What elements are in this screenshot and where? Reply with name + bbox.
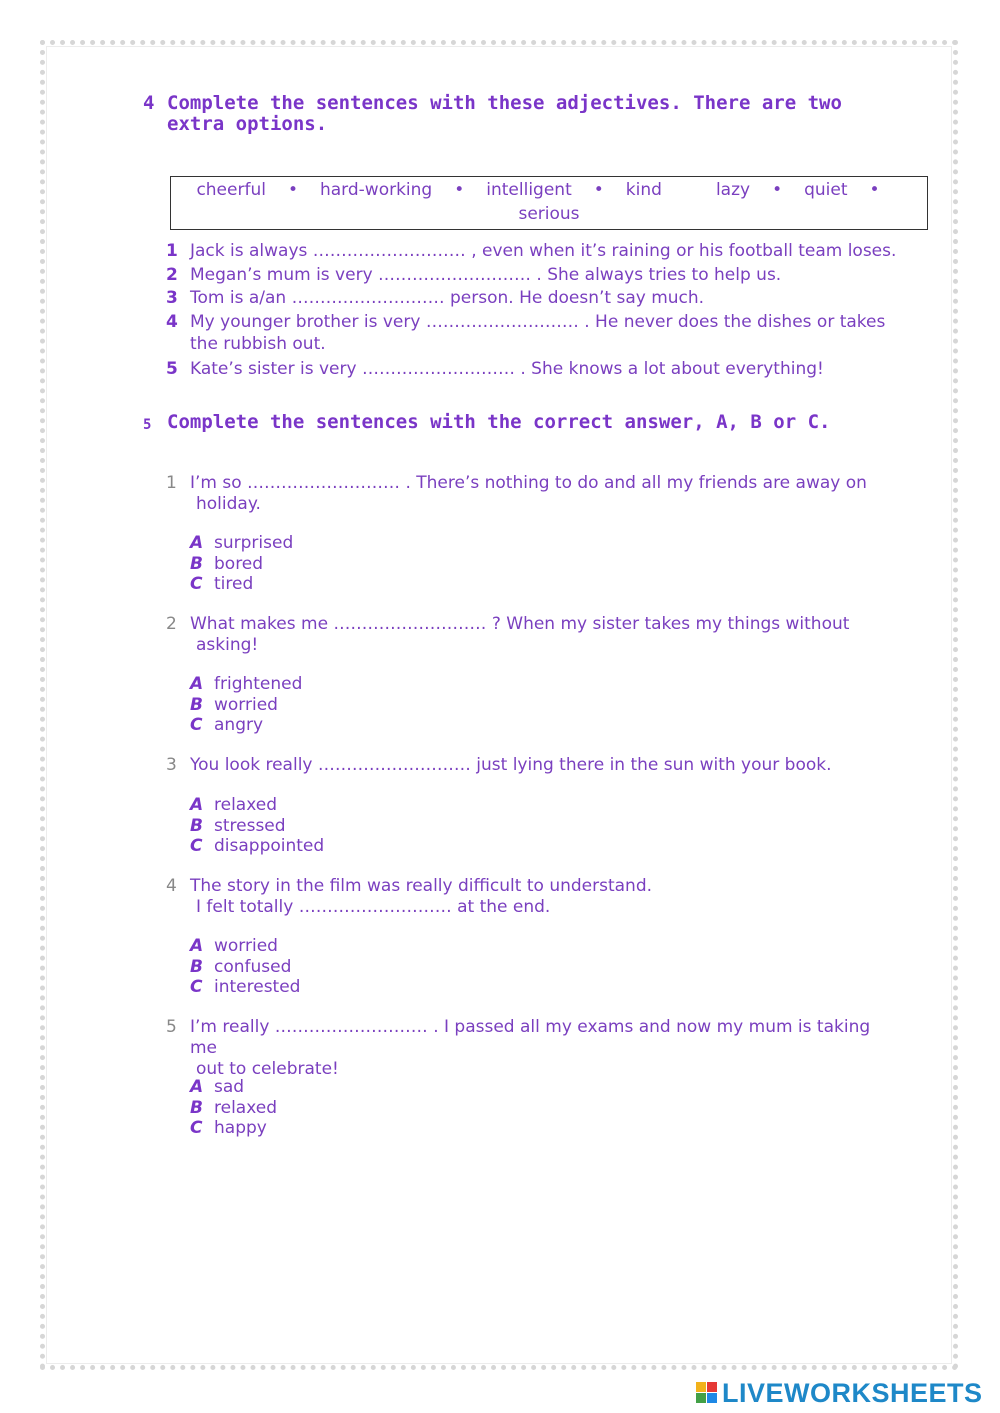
answer-option[interactable]: [190, 554, 293, 575]
word-bank-item: intelligent: [486, 180, 572, 200]
word-bank-item: hard-working: [319, 180, 433, 200]
question-item: [166, 755, 896, 776]
option-letter: B: [190, 1097, 203, 1118]
question-number: 5: [166, 1017, 177, 1037]
logo-text: LIVEWORKSHEETS: [722, 1377, 983, 1408]
bullet-separator: •: [772, 180, 783, 200]
option-letter: C: [190, 836, 203, 856]
answer-option[interactable]: [190, 533, 293, 554]
option-letter: B: [190, 553, 203, 574]
exercise-instruction: [167, 93, 907, 135]
option-letter: A: [190, 795, 204, 815]
sentence-number: 4: [166, 312, 178, 332]
sentence-item: [166, 240, 926, 262]
word-bank-item: serious: [518, 204, 580, 224]
answer-option[interactable]: [190, 1118, 277, 1139]
sentence-item: [166, 311, 926, 355]
question-number: 1: [166, 473, 177, 493]
answer-option[interactable]: [190, 1098, 277, 1119]
sentence-number: 3: [166, 288, 178, 308]
option-text: interested: [214, 977, 301, 997]
option-text: relaxed: [214, 1097, 278, 1118]
option-text: confused: [214, 956, 292, 977]
sentence-text: Tom is a/an ……………………… person. He doesn’t say much.: [190, 288, 705, 308]
word-bank-box: [170, 176, 928, 230]
exercise-number: 5: [143, 417, 152, 433]
option-text: angry: [214, 715, 264, 735]
option-text: tired: [214, 574, 254, 594]
exercise-number: 4: [143, 92, 155, 114]
sentence-text: My younger brother is very ……………………… . He never does the dishes or takes: [190, 312, 886, 332]
question-item: [166, 614, 896, 656]
bullet-separator: •: [287, 180, 298, 200]
instruction-line-2: extra options.: [167, 113, 328, 135]
sentence-text: Kate’s sister is very ……………………… . She knows a lot about everything!: [190, 359, 824, 379]
answer-option[interactable]: [190, 795, 324, 816]
answer-option[interactable]: [190, 674, 302, 695]
option-text: sad: [214, 1077, 245, 1097]
question-text-continued: out to celebrate!: [196, 1059, 339, 1079]
question-item: [166, 876, 896, 918]
option-letter: C: [190, 715, 203, 735]
question-text-continued: asking!: [196, 635, 259, 655]
answer-options: [190, 795, 324, 857]
answer-option[interactable]: [190, 836, 324, 857]
answer-option[interactable]: [190, 695, 302, 716]
question-text: I’m so ……………………… . There’s nothing to do and all my friends are away on: [190, 473, 867, 493]
answer-options: [190, 674, 302, 736]
question-item: [166, 1017, 896, 1080]
sentence-number: 5: [166, 359, 178, 379]
sentence-text: Megan’s mum is very ……………………… . She always tries to help us.: [190, 265, 782, 285]
question-text: I’m really ……………………… . I passed all my exams and now my mum is taking me: [190, 1017, 871, 1058]
word-bank-item: quiet: [804, 180, 848, 200]
answer-option[interactable]: [190, 957, 300, 978]
option-letter: C: [190, 977, 203, 997]
option-text: worried: [214, 694, 278, 715]
question-item: [166, 473, 896, 515]
option-text: disappointed: [214, 836, 325, 856]
option-letter: A: [190, 936, 204, 956]
sentence-item: [166, 358, 926, 380]
exercise-4-heading: [143, 93, 903, 137]
word-bank-item: cheerful: [196, 180, 266, 200]
option-letter: A: [190, 1077, 204, 1097]
question-text-continued: holiday.: [196, 494, 261, 514]
option-text: relaxed: [214, 795, 278, 815]
answer-options: [190, 533, 293, 595]
answer-option[interactable]: [190, 715, 302, 736]
option-letter: B: [190, 694, 203, 715]
option-text: happy: [214, 1118, 267, 1138]
sentence-text-continued: the rubbish out.: [190, 334, 326, 354]
sentence-item: [166, 264, 926, 286]
word-bank-item: lazy: [715, 180, 751, 200]
option-letter: B: [190, 956, 203, 977]
answer-option[interactable]: [190, 574, 293, 595]
question-text: The story in the film was really difficult to understand.: [190, 876, 653, 896]
answer-option[interactable]: [190, 816, 324, 837]
instruction-line-1: Complete the sentences with these adjectives. There are two: [167, 92, 842, 114]
option-text: bored: [214, 553, 264, 574]
question-text: You look really ……………………… just lying there in the sun with your book.: [190, 755, 832, 775]
exercise-instruction: Complete the sentences with the correct answer, A, B or C.: [167, 411, 831, 433]
bullet-separator: •: [454, 180, 465, 200]
logo-squares-icon: [696, 1382, 718, 1404]
question-text: What makes me ……………………… ? When my sister takes my things without: [190, 614, 850, 634]
option-letter: C: [190, 1118, 203, 1138]
question-number: 4: [166, 876, 177, 896]
answer-options: [190, 1077, 277, 1139]
answer-option[interactable]: [190, 1077, 277, 1098]
option-letter: B: [190, 815, 203, 836]
question-number: 3: [166, 755, 177, 775]
question-text-continued: I felt totally ……………………… at the end.: [196, 897, 551, 917]
sentence-text: Jack is always ……………………… , even when it’s raining or his football team loses.: [190, 241, 897, 261]
word-bank-item: kind: [625, 180, 662, 200]
sentence-item: [166, 287, 926, 309]
sentence-number: 1: [166, 241, 178, 261]
liveworksheets-logo[interactable]: [696, 1376, 983, 1410]
sentence-number: 2: [166, 265, 178, 285]
option-letter: C: [190, 574, 203, 594]
exercise-5-heading: [143, 412, 903, 436]
option-letter: A: [190, 533, 204, 553]
option-text: frightened: [214, 674, 303, 694]
question-number: 2: [166, 614, 177, 634]
option-letter: A: [190, 674, 204, 694]
answer-options: [190, 936, 300, 998]
option-text: surprised: [214, 533, 294, 553]
bullet-separator: •: [593, 180, 604, 200]
option-text: stressed: [214, 815, 286, 836]
option-text: worried: [214, 936, 278, 956]
answer-option[interactable]: [190, 936, 300, 957]
bullet-separator: •: [869, 180, 880, 200]
answer-option[interactable]: [190, 977, 300, 998]
